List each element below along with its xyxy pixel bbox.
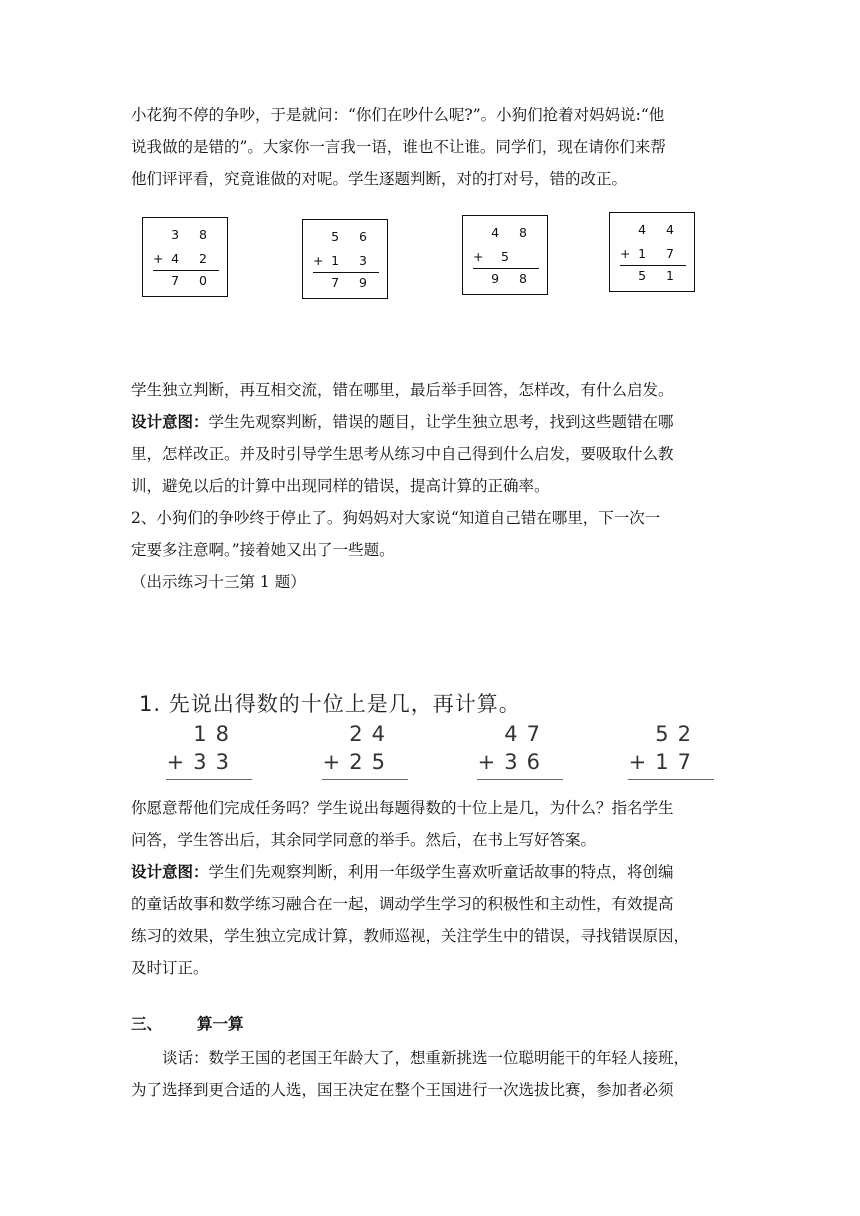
talk-paragraph [131, 1042, 731, 1106]
sum-rule [620, 265, 686, 266]
addition-box-1 [142, 217, 228, 297]
answer-rule [628, 779, 714, 780]
addend-top: 52 [655, 722, 700, 746]
answer-rule [166, 779, 252, 780]
section-title: 算一算 [197, 1015, 244, 1033]
text-line: 谈话：数学王国的老国王年龄大了，想重新挑选一位聪明能干的年轻人接班， [162, 1049, 690, 1067]
addend-top: 18 [193, 722, 238, 746]
intro-paragraph [131, 99, 731, 195]
addend-top: 47 [504, 722, 549, 746]
text-line: 问答，学生答出后，其余同学同意的举手。然后，在书上写好答案。 [131, 831, 597, 849]
exercise-reference: （出示练习十三第 1 题） [131, 573, 306, 591]
addend-bottom: 1 3 [331, 253, 375, 268]
addend-bottom: +25 [322, 750, 394, 774]
plus-sign: + [473, 249, 484, 264]
text-line: 学生独立判断，再互相交流，错在哪里，最后举手回答，怎样改，有什么启发。 [131, 381, 674, 399]
sum-rule [473, 268, 539, 269]
section-heading [131, 1012, 244, 1034]
sum: 5 1 [638, 268, 682, 283]
exercise-problem-4 [628, 722, 714, 782]
addition-box-3 [462, 215, 548, 295]
addend-bottom: +17 [628, 750, 700, 774]
text-line: 里，怎样改正。并及时引导学生思考从练习中自己得到什么启发，要吸取什么教 [131, 445, 674, 463]
text-line: 他们评评看，究竟谁做的对呢。学生逐题判断，对的打对号，错的改正。 [131, 170, 628, 188]
text-line: 学生们先观察判断，利用一年级学生喜欢听童话故事的特点，将创编 [208, 863, 674, 881]
addend-bottom: +33 [166, 750, 238, 774]
plus-sign: + [153, 251, 164, 266]
addend-bottom: 5 [501, 249, 509, 264]
plus-sign: + [313, 253, 324, 268]
text-line: 小花狗不停的争吵，于是就问：“你们在吵什么呢?”。小狗们抢着对妈妈说:“他 [131, 106, 665, 124]
addition-box-2 [302, 219, 388, 299]
addend-top: 4 4 [638, 222, 682, 237]
text-line: 你愿意帮他们完成任务吗？学生说出每题得数的十位上是几，为什么？指名学生 [131, 799, 674, 817]
text-line: 训，避免以后的计算中出现同样的错误，提高计算的正确率。 [131, 477, 550, 495]
addend-bottom: +36 [477, 750, 549, 774]
exercise-problem-3 [477, 722, 563, 782]
sum-rule [313, 272, 379, 273]
section-number: 三、 [131, 1015, 163, 1033]
text-line: 为了选择到更合适的人选，国王决定在整个王国进行一次选拔比赛，参加者必须 [131, 1081, 674, 1099]
text-line: 学生先观察判断，错误的题目，让学生独立思考，找到这些题错在哪 [208, 413, 674, 431]
answer-rule [322, 779, 408, 780]
design-intent-label: 设计意图： [131, 863, 209, 881]
addition-box-4 [609, 212, 695, 292]
design-intent-2 [131, 856, 731, 888]
text-line: 及时订正。 [131, 959, 209, 977]
addend-top: 3 8 [171, 227, 215, 242]
design-intent-label: 设计意图： [131, 413, 209, 431]
text-line: 2、小狗们的争吵终于停止了。狗妈妈对大家说“知道自己错在哪里，下一次一 [131, 509, 661, 527]
sum-rule [153, 270, 219, 271]
body-block-2 [131, 792, 731, 984]
addend-bottom: 4 2 [171, 251, 215, 266]
plus-sign: + [620, 246, 631, 261]
sum: 9 8 [491, 271, 535, 286]
addend-top: 5 6 [331, 229, 375, 244]
text-line: 定要多注意啊。”接着她又出了一些题。 [131, 541, 395, 559]
sum: 7 9 [331, 275, 375, 290]
answer-rule [477, 779, 563, 780]
text-line: 练习的效果，学生独立完成计算，教师巡视，关注学生中的错误，寻找错误原因， [131, 927, 690, 945]
exercise-title: 1. 先说出得数的十位上是几，再计算。 [139, 692, 521, 716]
exercise-problem-1 [166, 722, 252, 782]
addend-top: 4 8 [491, 225, 535, 240]
design-intent-1 [131, 406, 731, 438]
sum: 7 0 [171, 273, 215, 288]
text-line: 的童话故事和数学练习融合在一起，调动学生学习的积极性和主动性，有效提高 [131, 895, 674, 913]
addend-top: 24 [349, 722, 394, 746]
addend-bottom: 1 7 [638, 246, 682, 261]
text-line: 说我做的是错的”。大家你一言我一语，谁也不让谁。同学们，现在请你们来帮 [131, 138, 666, 156]
exercise-problem-2 [322, 722, 408, 782]
body-block-1 [131, 374, 731, 598]
